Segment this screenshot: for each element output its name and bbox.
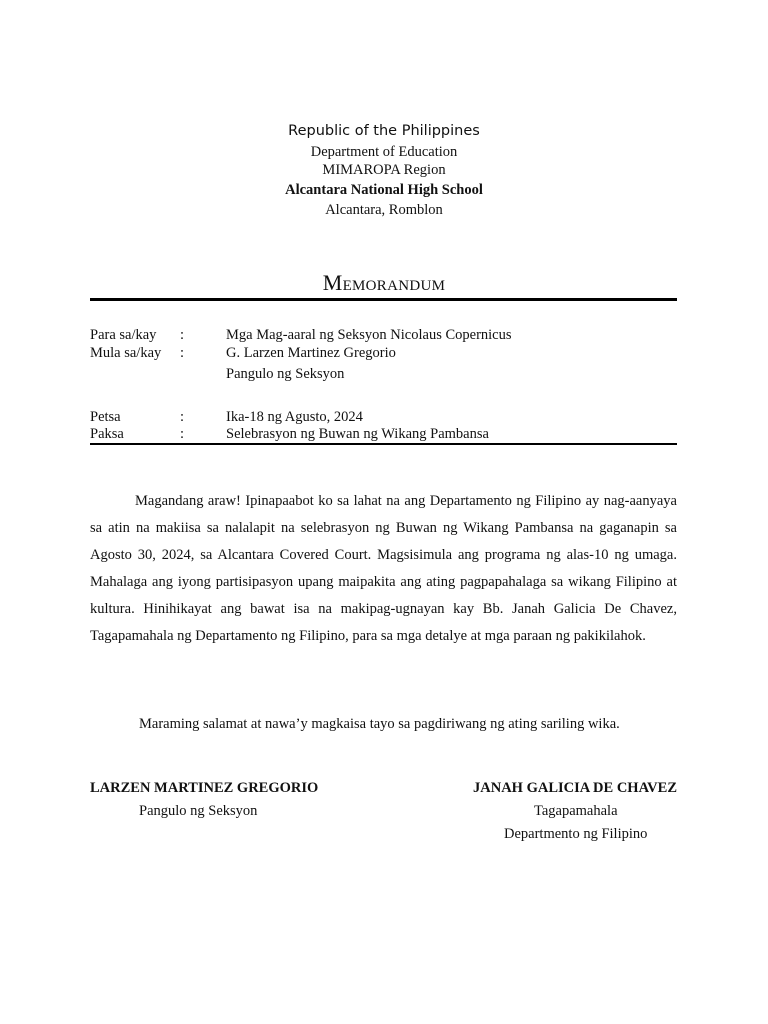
fields-divider xyxy=(90,443,677,445)
signatory-right-position: Tagapamahala xyxy=(534,803,618,819)
field-from-position-value: Pangulo ng Seksyon xyxy=(226,366,345,382)
signatory-right-name: JANAH GALICIA DE CHAVEZ xyxy=(473,780,677,796)
title-divider xyxy=(90,298,677,301)
signatory-right-department: Departmento ng Filipino xyxy=(504,826,648,842)
field-date-value: Ika-18 ng Agusto, 2024 xyxy=(226,409,363,425)
field-separator: : xyxy=(180,327,185,343)
body-paragraph: Magandang araw! Ipinapaabot ko sa lahat na ang Departamento ng Filipino ay nag-aanyaya sa atin na makiisa sa nalalapit na selebrasyon ng Buwan ng Wikang Pambansa na gaganapin sa Agosto 30, 2024, sa Alcantara Covered Court. Magsisimula ang programa ng alas-10 ng umaga. Mahalaga ang iyong partisipasyon upang maipakita ang ating pagpapahalaga sa wikang Filipino at kultura. Hinihikayat ang bawat isa na makipag-ugnayan kay Bb. Janah Galicia De Chavez, Tagapamahala ng Departamento ng Filipino, para sa mga detalye at mga paraan ng pakikilahok. xyxy=(90,493,677,644)
field-from-label: Mula sa/kay xyxy=(90,345,162,361)
field-from-value: G. Larzen Martinez Gregorio xyxy=(226,345,396,361)
header-location: Alcantara, Romblon xyxy=(325,202,443,218)
memo-title: Memorandum xyxy=(322,270,446,295)
header-region: MIMAROPA Region xyxy=(322,162,446,178)
header-department: Department of Education xyxy=(310,144,458,160)
field-separator: : xyxy=(180,426,185,442)
field-to-label: Para sa/kay xyxy=(90,327,157,343)
field-separator: : xyxy=(180,409,185,425)
field-date-label: Petsa xyxy=(90,409,121,425)
signatory-left-name: LARZEN MARTINEZ GREGORIO xyxy=(90,780,319,796)
field-subject-label: Paksa xyxy=(90,426,124,442)
field-subject-value: Selebrasyon ng Buwan ng Wikang Pambansa xyxy=(226,426,489,442)
field-separator: : xyxy=(180,345,185,361)
signatory-left-position: Pangulo ng Seksyon xyxy=(139,803,258,819)
field-to-value: Mga Mag-aaral ng Seksyon Nicolaus Copernicus xyxy=(226,327,512,343)
closing-line: Maraming salamat at nawa’y magkaisa tayo sa pagdiriwang ng ating sariling wika. xyxy=(139,716,620,732)
header-republic: Republic of the Philippines xyxy=(288,123,480,139)
header-school: Alcantara National High School xyxy=(285,182,483,198)
